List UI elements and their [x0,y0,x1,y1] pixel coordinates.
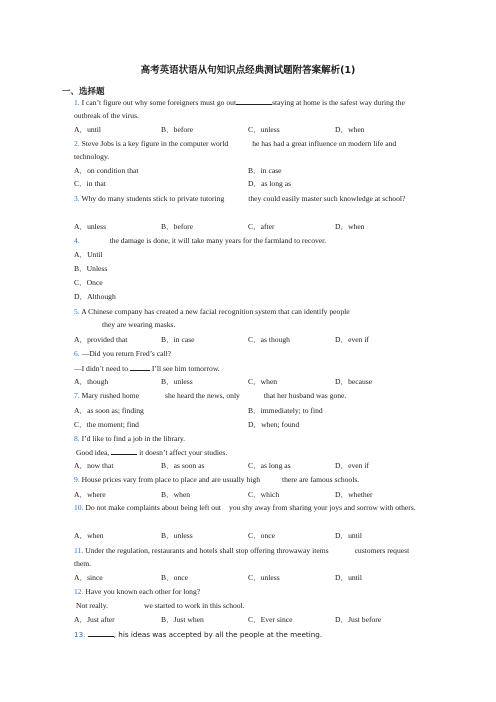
option-d: D．when [335,222,365,231]
question-text: they are wearing masks. [102,319,176,329]
option-c: C．as long as [248,461,291,470]
question-13 [74,628,424,642]
option-c: C．once [248,531,275,540]
question-number: 11. [74,546,84,555]
question-text: Mary rushed home [81,391,139,400]
question-11 [74,545,414,570]
option-a: A．Just after [74,615,115,624]
option-b: B．before [161,125,194,134]
option-c: C．in that [74,179,106,188]
question-1 [74,96,424,122]
option-b: B．before [161,222,194,231]
option-d: D．when [335,125,365,134]
question-8 [74,433,424,446]
option-b: B．Just when [161,615,204,624]
answer-blank [74,319,102,327]
document-title: 高考英语状语从句知识点经典测试题附答案解析(1) [140,65,356,76]
option-c: C．unless [248,125,280,134]
question-12-line-2 [76,600,426,613]
answer-blank [88,628,114,637]
question-text: I’d like to find a job in the library. [81,434,186,443]
question-text: Not really. [76,601,108,610]
option-a: A．provided that [74,335,128,344]
question-5 [74,306,424,331]
option-c: C．when [248,377,278,386]
option-d: D．when; found [248,420,300,429]
question-text: staying at home is the safest way during the outbreak of the virus. [74,98,405,120]
option-a: A．though [74,377,109,386]
option-a: A．now that [74,461,114,470]
question-text: Do not make complaints about being left out [85,503,222,512]
option-c: C．unless [248,573,280,582]
question-text: that her husband was gone. [263,391,347,400]
question-number: 8. [74,434,80,443]
question-text: I can’t figure out why some foreigners must go out [81,98,237,107]
question-text: customers request them. [74,546,410,568]
question-number: 3. [74,194,80,203]
answer-blank [108,600,144,608]
question-text: the damage is done, it will take many years for the farmland to recover. [109,236,327,245]
question-7 [74,390,424,403]
answer-blank [236,96,272,105]
question-number: 7. [74,391,80,400]
question-8-line-2 [76,446,426,460]
question-number: 9. [74,475,80,484]
answer-blank [329,545,355,553]
answer-blank [240,390,264,398]
option-a: A．until [74,125,102,134]
answer-blank [139,390,165,398]
question-number: 5. [74,307,80,316]
answer-blank [82,235,110,243]
answer-blank [130,362,150,371]
question-number: 13. [74,630,86,639]
question-6 [74,348,424,361]
question-text: Under the regulation, restaurants and hotels shall stop offering throwaway items [85,546,329,555]
option-d: D．until [335,531,363,540]
answer-blank [224,193,248,201]
question-2 [74,138,424,163]
option-b: B．unless [161,377,193,386]
question-text: he has had a great influence on modern life and technology. [74,139,397,161]
option-a: A．on condition that [74,166,139,175]
option-a: A．unless [74,222,107,231]
question-number: 6. [74,349,80,358]
option-d: D．even if [335,335,369,344]
option-a: A．as soon as; finding [74,406,144,415]
option-b: B．immediately; to find [248,406,323,415]
question-text: Steve Jobs is a key figure in the computer world [81,139,229,148]
question-text: you shy away from sharing your joys and sorrow with others. [229,503,416,512]
option-a: A．where [74,490,106,499]
question-text: Good idea, [76,448,110,457]
option-b: B．in case [161,335,195,344]
option-b: B．as soon as [161,461,205,470]
option-b: B．when [161,490,191,499]
question-6-line-2 [74,362,424,376]
option-b: B．unless [161,531,193,540]
question-12 [74,586,424,599]
section-heading: 一、选择题 [62,87,105,97]
question-text: they could easily master such knowledge at school? [248,194,406,203]
question-number: 10. [74,503,84,512]
option-d: D．until [335,573,363,582]
option-c: C．Once [74,278,103,287]
option-d: D．as long as [248,179,292,188]
answer-blank [221,502,229,510]
question-text: she heard the news, only [164,391,240,400]
question-text: —Did you return Fred’s call? [81,349,172,358]
option-a: A．since [74,573,103,582]
option-c: C．the moment; find [74,420,139,429]
option-d: D．whether [335,490,373,499]
question-text: Why do many students stick to private tutoring [81,194,225,203]
option-d: D．Although [74,292,116,301]
answer-blank [111,446,137,455]
question-9 [74,474,434,487]
question-text: I’ll see him tomorrow. [151,364,220,373]
option-c: C．which [248,490,280,499]
option-c: C．after [248,222,275,231]
option-c: C．as though [248,335,290,344]
question-3 [74,193,424,206]
option-b: B．once [161,573,188,582]
option-d: D．even if [335,461,369,470]
option-d: D．Just before [335,615,382,624]
option-b: B．in case [248,166,282,175]
question-text: we started to work in this school. [143,601,245,610]
question-text: , his ideas was accepted by all the people at the meeting. [113,630,323,639]
option-d: D．because [335,377,373,386]
answer-blank [260,474,282,482]
question-text: A Chinese company has created a new facial recognition system that can identify people [81,307,350,316]
question-4 [74,235,424,248]
question-number: 2. [74,139,80,148]
question-number: 12. [74,587,84,596]
question-text: Have you known each other for long? [85,587,201,596]
question-text: there are famous schools. [282,475,360,484]
option-a: A．Until [74,250,103,259]
question-number: 1. [74,98,80,107]
question-text: —I didn’t need to [74,364,129,373]
option-b: B．Unless [74,264,108,273]
question-text: House prices vary from place to place and are usually high [81,475,260,484]
answer-blank [228,138,252,146]
question-number: 4. [74,236,80,245]
option-a: A．when [74,531,104,540]
question-text: it doesn’t affect your studies. [139,448,228,457]
question-10 [74,502,419,515]
option-c: C．Ever since [248,615,293,624]
